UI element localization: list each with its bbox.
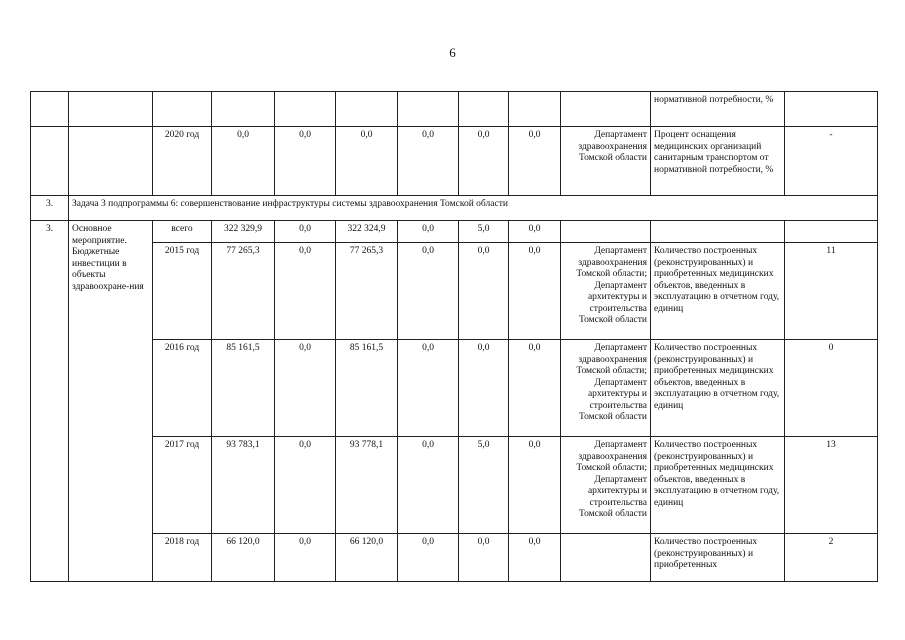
value-cell: 0,0 [275, 437, 336, 534]
table-row-2017 [31, 437, 878, 534]
value-cell: 5,0 [459, 437, 509, 534]
indicator-cell: Количество построенных (реконструированных) и приобретенных [651, 534, 785, 582]
year-cell: всего [153, 221, 212, 243]
table-row-total [31, 221, 878, 243]
value-cell: 93 783,1 [212, 437, 275, 534]
value-cell: 0,0 [509, 534, 561, 582]
target-cell [785, 221, 878, 243]
value-cell: 0,0 [398, 534, 459, 582]
value-cell: 0,0 [275, 221, 336, 243]
executor-cell: Департамент здравоохранения Томской области; Департамент архитектуры и строительства Томской области [561, 437, 651, 534]
measure-number: 3. [31, 221, 69, 582]
executor-cell [561, 534, 651, 582]
value-cell: 0,0 [398, 243, 459, 340]
page-number: 6 [449, 45, 456, 60]
value-cell: 322 329,9 [212, 221, 275, 243]
value-cell: 0,0 [509, 243, 561, 340]
value-cell: 0,0 [398, 221, 459, 243]
table-row-task [31, 196, 878, 221]
value-cell: 0,0 [398, 127, 459, 196]
indicator-cell [651, 221, 785, 243]
executor-cell [561, 221, 651, 243]
target-cell: 13 [785, 437, 878, 534]
table-row-fragment [31, 92, 878, 127]
value-cell: 322 324,9 [336, 221, 398, 243]
value-cell: 0,0 [459, 340, 509, 437]
value-cell: 85 161,5 [212, 340, 275, 437]
value-cell: 0,0 [212, 127, 275, 196]
value-cell: 5,0 [459, 221, 509, 243]
year-cell: 2020 год [153, 127, 212, 196]
value-cell: 0,0 [459, 127, 509, 196]
year-cell: 2016 год [153, 340, 212, 437]
table-row-2018 [31, 534, 878, 582]
value-cell: 0,0 [459, 534, 509, 582]
executor-cell: Департамент здравоохранения Томской области; Департамент архитектуры и строительства Томской области [561, 340, 651, 437]
target-cell: 0 [785, 340, 878, 437]
year-cell: 2015 год [153, 243, 212, 340]
value-cell: 0,0 [459, 243, 509, 340]
value-cell: 0,0 [398, 437, 459, 534]
value-cell: 0,0 [398, 340, 459, 437]
value-cell: 0,0 [509, 127, 561, 196]
value-cell: 93 778,1 [336, 437, 398, 534]
value-cell: 85 161,5 [336, 340, 398, 437]
target-cell: 2 [785, 534, 878, 582]
table-row-2016 [31, 340, 878, 437]
task-number: 3. [31, 196, 69, 221]
value-cell: 0,0 [275, 243, 336, 340]
task-title: Задача 3 подпрограммы 6: совершенствование инфраструктуры системы здравоохранения Томской области [69, 196, 878, 221]
value-cell: 0,0 [275, 534, 336, 582]
value-cell: 77 265,3 [212, 243, 275, 340]
indicator-cell: нормативной потребности, % [651, 92, 785, 127]
value-cell: 0,0 [275, 127, 336, 196]
value-cell: 77 265,3 [336, 243, 398, 340]
target-cell: 11 [785, 243, 878, 340]
executor-cell: Департамент здравоохранения Томской области [561, 127, 651, 196]
year-cell: 2017 год [153, 437, 212, 534]
year-cell: 2018 год [153, 534, 212, 582]
value-cell: 0,0 [336, 127, 398, 196]
value-cell: 0,0 [275, 340, 336, 437]
value-cell: 66 120,0 [212, 534, 275, 582]
value-cell: 66 120,0 [336, 534, 398, 582]
table-row-2020 [31, 127, 878, 196]
value-cell: 0,0 [509, 340, 561, 437]
indicator-cell: Процент оснащения медицинских организаций санитарным транспортом от нормативной потребности, % [651, 127, 785, 196]
table-row-2015 [31, 243, 878, 340]
measure-name: Основное мероприятие. Бюджетные инвестиции в объекты здравоохране-ния [69, 221, 153, 582]
target-cell: - [785, 127, 878, 196]
indicator-cell: Количество построенных (реконструированных) и приобретенных медицинских объектов, введенных в эксплуатацию в отчетном году, единиц [651, 437, 785, 534]
value-cell: 0,0 [509, 437, 561, 534]
program-table [30, 91, 878, 582]
indicator-cell: Количество построенных (реконструированных) и приобретенных медицинских объектов, введенных в эксплуатацию в отчетном году, единиц [651, 340, 785, 437]
indicator-cell: Количество построенных (реконструированных) и приобретенных медицинских объектов, введенных в эксплуатацию в отчетном году, единиц [651, 243, 785, 340]
value-cell: 0,0 [509, 221, 561, 243]
executor-cell: Департамент здравоохранения Томской области; Департамент архитектуры и строительства Томской области [561, 243, 651, 340]
